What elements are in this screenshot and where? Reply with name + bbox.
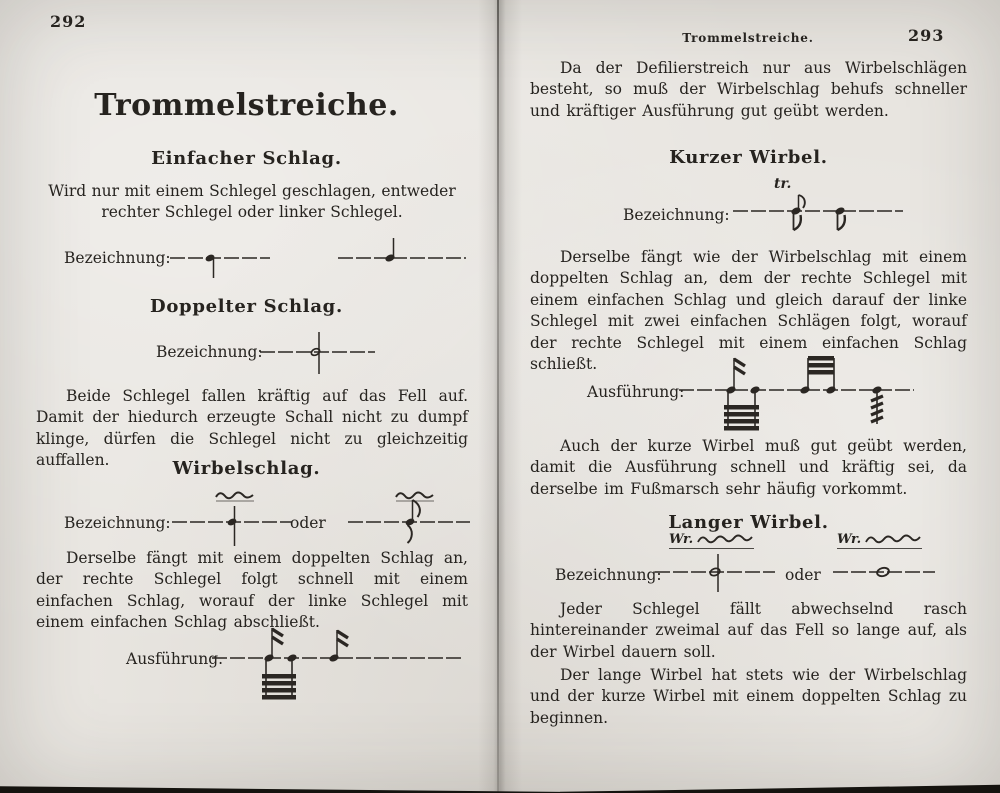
book-gutter-shadow bbox=[478, 0, 522, 793]
heading-einfacher-schlag: Einfacher Schlag. bbox=[151, 148, 342, 169]
notation-label-bezeichnung-3: Bezeichnung: bbox=[64, 514, 171, 532]
page-number-right: 293 bbox=[908, 26, 945, 45]
oder-label-1: oder bbox=[290, 514, 326, 532]
running-header: Trommelstreiche. bbox=[682, 31, 814, 45]
page-title: Trommelstreiche. bbox=[94, 88, 399, 123]
paragraph-einfacher-intro: Wird nur mit einem Schlegel geschlagen, entweder rechter Schlegel oder linker Schlegel. bbox=[48, 182, 456, 222]
wr-label-1: Wr. bbox=[669, 532, 694, 547]
heading-wirbelschlag: Wirbelschlag. bbox=[172, 458, 321, 479]
heading-kurzer-wirbel: Kurzer Wirbel. bbox=[669, 147, 828, 168]
paragraph-wirbelschlag-body: Derselbe fängt mit einem doppelten Schlag an, der rechte Schlegel folgt schnell mit einem einfachen Schlag, worauf der linke Schlegel mit einem einfachen Schlag abschließt. bbox=[36, 549, 468, 632]
notation-label-bezeichnung-1: Bezeichnung: bbox=[64, 249, 171, 267]
heading-langer-wirbel: Langer Wirbel. bbox=[668, 512, 829, 533]
notation-label-bezeichnung-4: Bezeichnung: bbox=[623, 206, 730, 224]
notation-label-ausfuehrung-left: Ausführung. bbox=[126, 650, 224, 668]
paragraph-kurzer-body2: Auch der kurze Wirbel muß gut geübt werden, damit die Ausführung schnell und kräftig sei, da derselbe im Fußmarsch sehr häufig vorkommt. bbox=[530, 437, 967, 498]
paragraph-doppelter-body: Beide Schlegel fallen kräftig auf das Fell auf. Damit der hiedurch erzeugte Schall nicht zu dumpf klinge, dürfen die Schlegel nicht zu gleichzeitig auffallen. bbox=[36, 387, 468, 470]
roll-flagged-note-icon bbox=[348, 488, 470, 556]
paragraph-langer-body: Jeder Schlegel fällt abwechselnd rasch hintereinander zweimal auf das Fell so lange auf, als der Wirbel dauern soll. bbox=[530, 600, 967, 661]
quarter-note-stem-up-icon bbox=[338, 230, 466, 282]
double-stem-note-icon bbox=[260, 324, 375, 380]
notation-label-bezeichnung-5: Bezeichnung: bbox=[555, 566, 662, 584]
whole-note-icon bbox=[833, 546, 935, 600]
half-note-double-stem-icon bbox=[655, 544, 775, 602]
book-fold-line bbox=[497, 0, 499, 793]
page-number-left: 292 bbox=[50, 12, 87, 31]
kurzer-wirbel-notation-icon bbox=[733, 178, 903, 250]
roll-wave-icon bbox=[864, 534, 922, 546]
oder-label-2: oder bbox=[785, 566, 821, 584]
trill-label: tr. bbox=[774, 176, 792, 192]
paragraph-langer-body2: Der lange Wirbel hat stets wie der Wirbelschlag und der kurze Wirbel mit einem doppelten Schlag zu beginnen. bbox=[530, 666, 967, 727]
paragraph-defilierstreich-intro: Da der Defilierstreich nur aus Wirbelschlägen besteht, so muß der Wirbelschlag behufs schneller und kräftiger Ausführung gut geübt werden. bbox=[530, 59, 967, 120]
notation-label-bezeichnung-2: Bezeichnung: bbox=[156, 343, 263, 361]
notation-label-ausfuehrung-right: Ausführung: bbox=[587, 383, 685, 401]
quarter-note-stem-down-icon bbox=[170, 230, 270, 282]
page-right bbox=[493, 0, 1000, 793]
wirbelschlag-execution-notation-icon bbox=[212, 618, 464, 712]
kurzer-wirbel-execution-notation-icon bbox=[679, 346, 914, 436]
wr-label-2: Wr. bbox=[837, 532, 862, 547]
page-left bbox=[0, 0, 493, 793]
heading-doppelter-schlag: Doppelter Schlag. bbox=[150, 296, 343, 317]
roll-note-double-stem-icon bbox=[172, 488, 292, 556]
paragraph-kurzer-body: Derselbe fängt wie der Wirbelschlag mit einem doppelten Schlag an, dem der rechte Schlegel mit einem einfachen Schlag und gleich darauf der linke Schlegel mit zwei einfachen Schlägen folgt, worauf der rechte Schlegel mit einem einfachen Schlag schließt. bbox=[530, 248, 967, 373]
